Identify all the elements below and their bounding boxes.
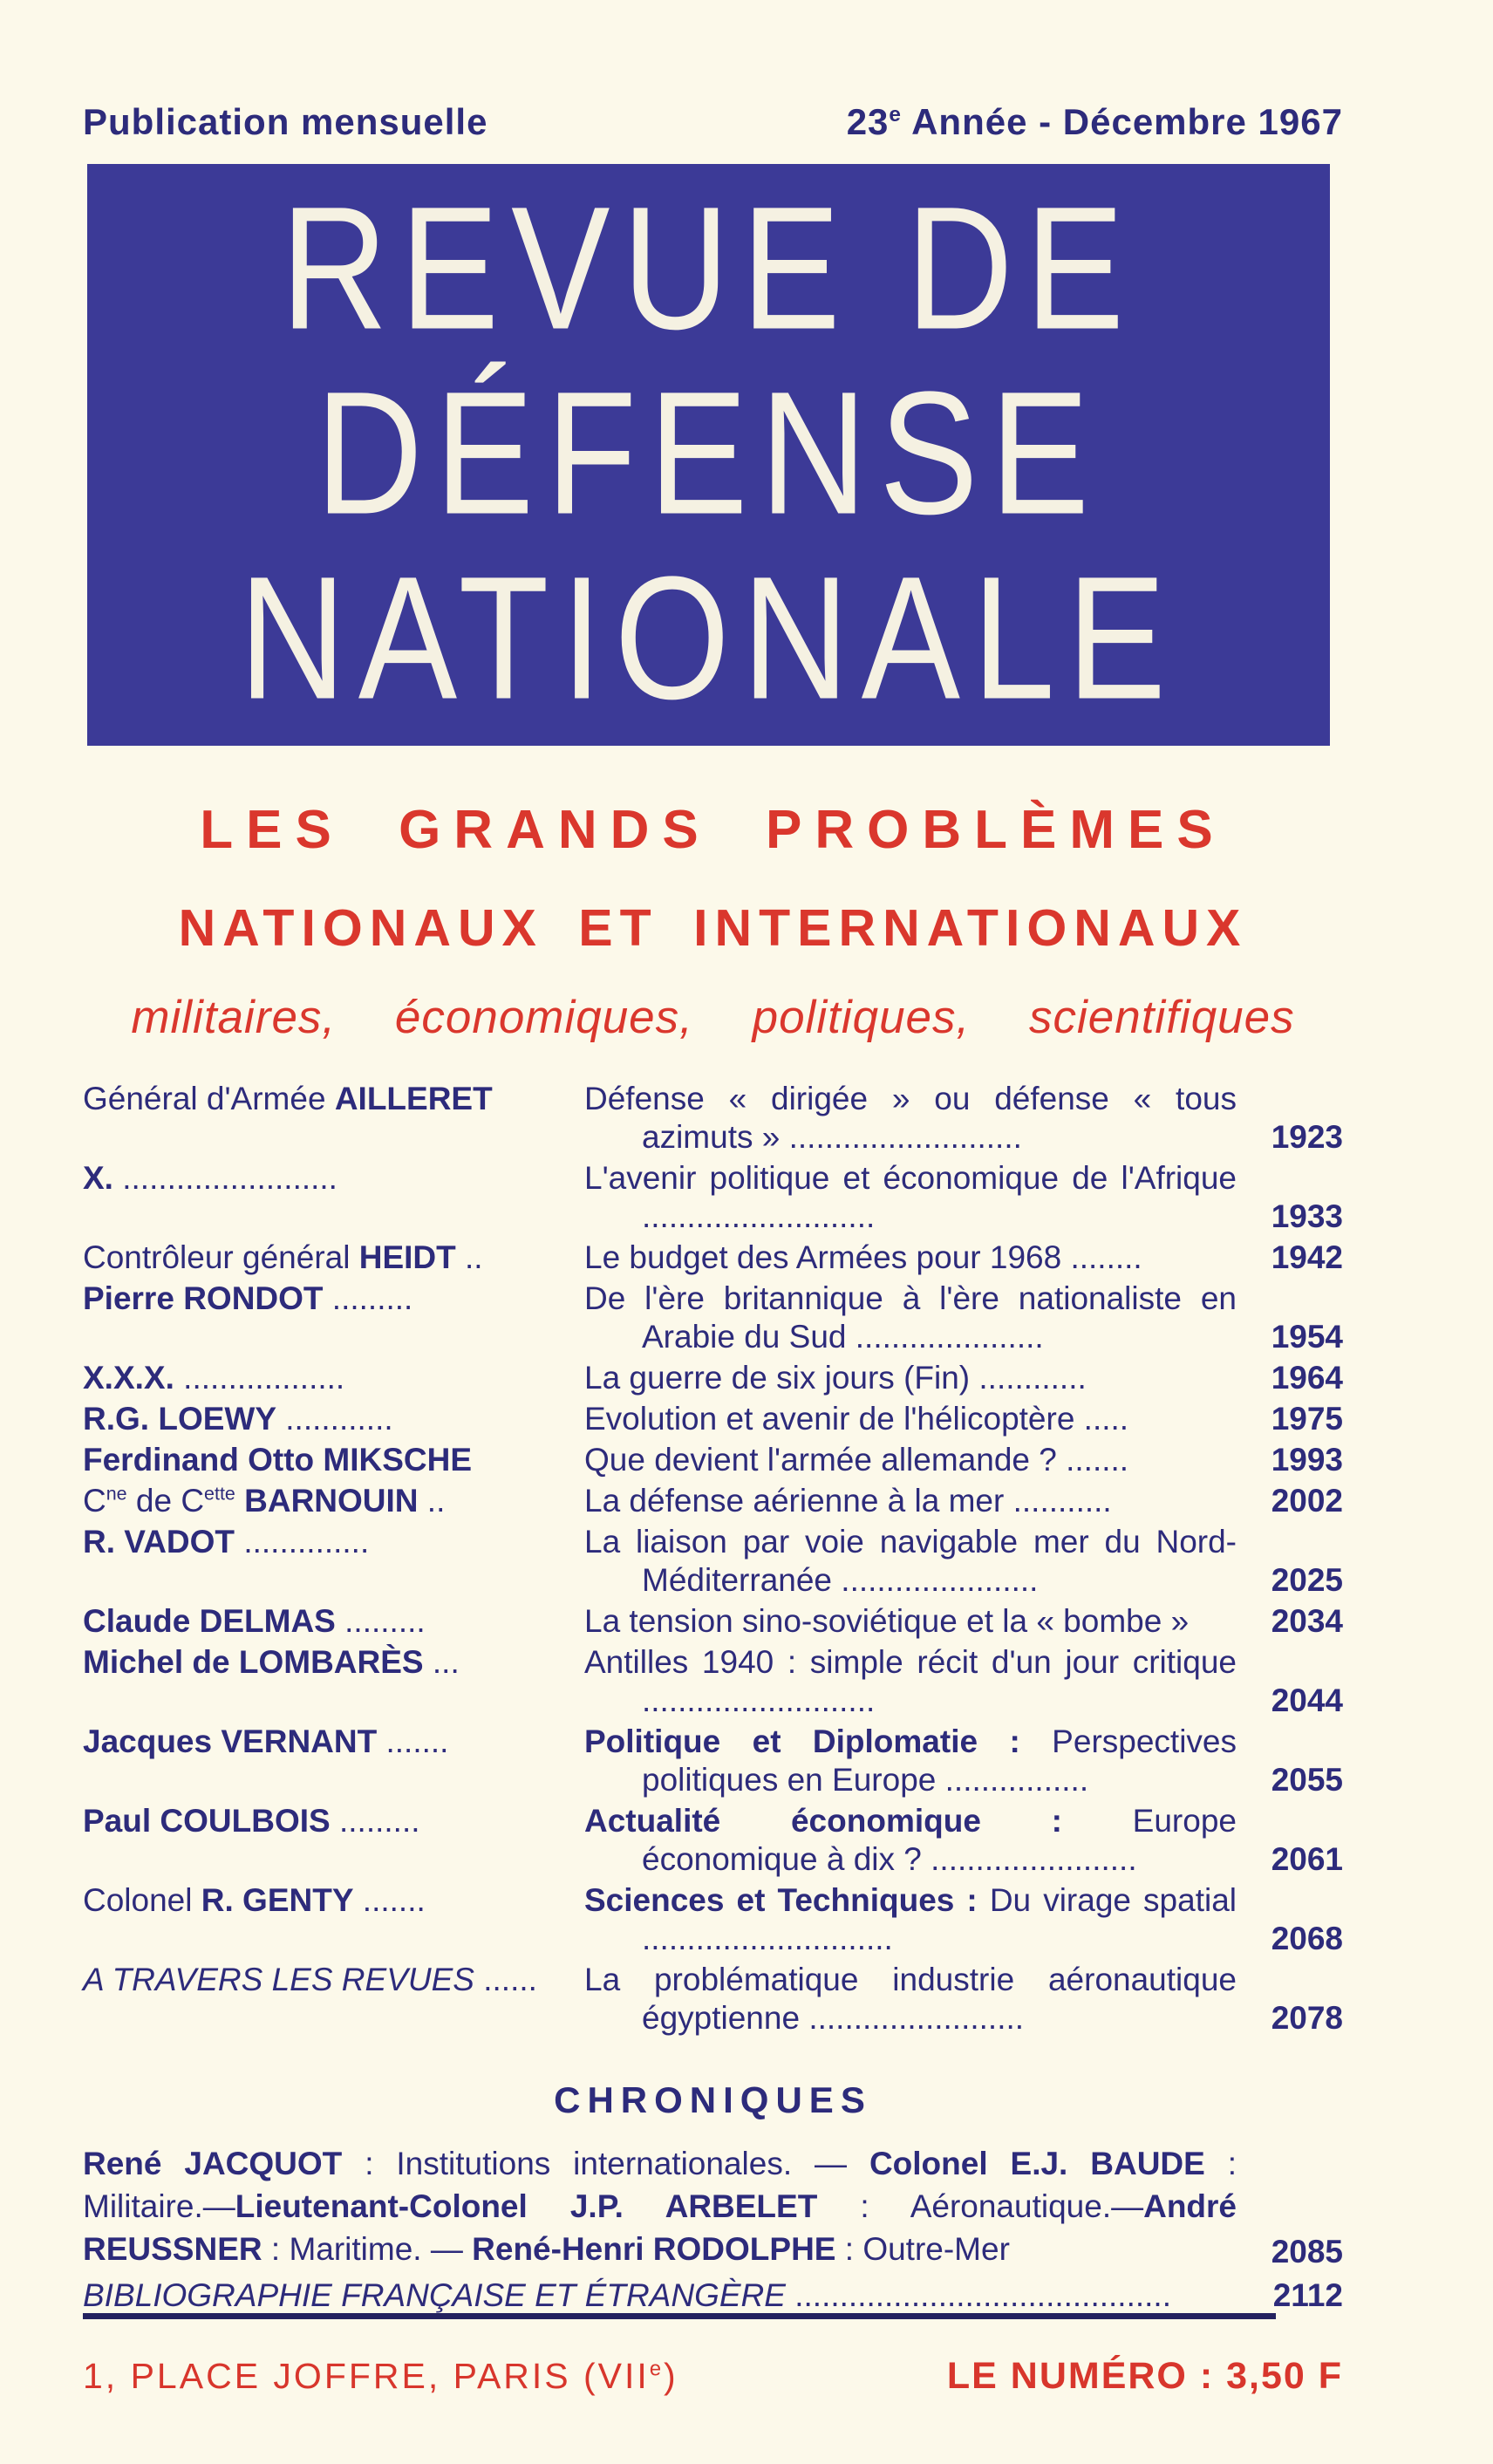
text-segment: .. <box>418 1483 446 1519</box>
toc-page-number: 2055 <box>1271 1762 1343 1798</box>
text-segment: Le budget des Armées pour 1968 ........ <box>584 1239 1142 1275</box>
text-segment: L'avenir politique et économique de l'Afrique .......................... <box>584 1160 1237 1234</box>
text-segment: Colonel <box>83 1882 201 1918</box>
toc-title <box>584 1159 1249 1236</box>
address-arrondissement-ordinal: e <box>649 2357 665 2381</box>
toc-page-number: 2061 <box>1271 1841 1343 1877</box>
text-segment: De l'ère britannique à l'ère nationaliste en Arabie du Sud ..................... <box>584 1280 1237 1355</box>
toc-author <box>83 1441 584 1479</box>
text-segment: Lieutenant-Colonel J.P. ARBELET <box>235 2188 818 2224</box>
toc-page-number: 1975 <box>1271 1401 1343 1437</box>
toc-page-number: 1923 <box>1271 1119 1343 1155</box>
toc-page-number: 2025 <box>1271 1562 1343 1598</box>
text-segment: .................. <box>174 1360 345 1396</box>
text-segment: ....... <box>353 1882 426 1918</box>
masthead-line-2: DÉFENSE <box>316 355 1101 552</box>
toc-author <box>83 1523 584 1600</box>
toc-title <box>584 1802 1249 1879</box>
toc-page-number: 2034 <box>1271 1603 1343 1639</box>
toc-title <box>584 1723 1249 1799</box>
toc-title <box>584 1881 1249 1958</box>
toc-entry <box>83 1482 1343 1520</box>
text-segment: Europe économique à dix ? ....................... <box>642 1803 1237 1877</box>
headline-line-2: NATIONAUX ET INTERNATIONAUX <box>178 899 1248 957</box>
toc-entry <box>83 1523 1343 1600</box>
masthead-line-3: NATIONALE <box>239 540 1178 737</box>
text-segment: ......... <box>330 1803 420 1839</box>
toc-entry <box>83 1239 1343 1277</box>
text-segment: X.X.X. <box>83 1360 174 1396</box>
text-segment: La liaison par voie navigable mer du Nord-Méditerranée ...................... <box>584 1524 1237 1598</box>
text-segment: : Aéronautique.— <box>817 2188 1144 2224</box>
text-segment: ......... <box>323 1280 413 1316</box>
toc-entry <box>83 1961 1343 2037</box>
publisher-address <box>83 2356 678 2397</box>
text-segment: : Outre-Mer <box>835 2231 1010 2267</box>
toc-author <box>83 1961 584 2037</box>
toc-entry <box>83 1723 1343 1799</box>
text-segment: Politique et Diplomatie : <box>584 1723 1020 1759</box>
text-segment: ette <box>204 1483 235 1505</box>
issue-date: Année - Décembre 1967 <box>901 101 1343 142</box>
toc-title <box>584 1482 1249 1520</box>
toc-author <box>83 1280 584 1356</box>
toc-author <box>83 1159 584 1236</box>
text-segment: André REUSSNER <box>83 2188 1237 2267</box>
toc-page-number: 1954 <box>1271 1319 1343 1355</box>
text-segment: René-Henri RODOLPHE <box>472 2231 836 2267</box>
toc-page-number: 2068 <box>1271 1921 1343 1956</box>
text-segment: X. <box>83 1160 113 1196</box>
issue-year-number: 23 <box>846 101 890 142</box>
text-segment: Que devient l'armée allemande ? ....... <box>584 1442 1129 1478</box>
toc-page-number: 1964 <box>1271 1360 1343 1396</box>
bibliography-title: BIBLIOGRAPHIE FRANÇAISE ET ÉTRANGÈRE <box>83 2277 786 2313</box>
toc-title <box>584 1080 1249 1157</box>
footer-divider-rule <box>83 2313 1276 2319</box>
text-segment: de C <box>126 1483 205 1519</box>
chroniques-entry <box>83 2142 1343 2270</box>
publication-frequency: Publication mensuelle <box>83 101 488 142</box>
text-segment: Perspectives politiques en Europe ................ <box>642 1723 1237 1798</box>
toc-author <box>83 1080 584 1157</box>
masthead-line-1: REVUE DE <box>280 170 1137 367</box>
text-segment: Antilles 1940 : simple récit d'un jour critique .......................... <box>584 1644 1237 1718</box>
chroniques-section <box>83 2079 1343 2314</box>
toc-entry <box>83 1602 1343 1641</box>
text-segment: Paul COULBOIS <box>83 1803 331 1839</box>
toc-entry <box>83 1400 1343 1438</box>
text-segment: : Militaire.— <box>83 2146 1237 2224</box>
toc-page-number: 2078 <box>1271 2000 1343 2036</box>
toc-title <box>584 1280 1249 1356</box>
chroniques-text <box>83 2142 1249 2270</box>
table-of-contents <box>83 1080 1343 2040</box>
toc-entry <box>83 1441 1343 1479</box>
toc-author <box>83 1602 584 1641</box>
text-segment: Colonel E.J. BAUDE <box>869 2146 1205 2181</box>
text-segment: .. <box>455 1239 483 1275</box>
text-segment: La problématique industrie aéronautique égyptienne ........................ <box>584 1962 1237 2036</box>
text-segment: La défense aérienne à la mer ........... <box>584 1483 1112 1519</box>
toc-entry <box>83 1802 1343 1879</box>
address-closing-paren: ) <box>664 2356 678 2396</box>
text-segment: ........................ <box>112 1160 337 1196</box>
toc-author <box>83 1400 584 1438</box>
toc-page-number: 2002 <box>1271 1483 1343 1519</box>
bibliography-entry <box>83 2277 1343 2314</box>
text-segment: AILLERET <box>334 1081 493 1116</box>
footer <box>83 2355 1343 2398</box>
toc-title <box>584 1239 1249 1277</box>
text-segment: Contrôleur général <box>83 1239 359 1275</box>
top-header <box>83 101 1343 143</box>
text-segment: .............. <box>235 1524 370 1560</box>
text-segment: ...... <box>474 1962 537 1997</box>
toc-author <box>83 1881 584 1958</box>
toc-title <box>584 1961 1249 2037</box>
text-segment: R. VADOT <box>83 1524 235 1560</box>
toc-entry <box>83 1359 1343 1397</box>
text-segment: ............ <box>276 1401 393 1437</box>
bibliography-text <box>83 2277 1249 2314</box>
chroniques-page-number: 2085 <box>1271 2234 1343 2269</box>
text-segment: C <box>83 1483 106 1519</box>
headline-line-1: LES GRANDS PROBLÈMES <box>200 800 1226 860</box>
text-segment: R.G. LOEWY <box>83 1401 276 1437</box>
text-segment: Actualité économique : <box>584 1803 1062 1839</box>
text-segment: Jacques VERNANT <box>83 1723 378 1759</box>
text-segment: Général d'Armée <box>83 1081 335 1116</box>
toc-entry <box>83 1881 1343 1958</box>
issue-year-ordinal: e <box>889 103 902 126</box>
toc-page-number: 1942 <box>1271 1239 1343 1275</box>
headline-subtitle: militaires, économiques, politiques, scientifiques <box>131 992 1295 1043</box>
toc-author <box>83 1482 584 1520</box>
toc-title <box>584 1400 1249 1438</box>
text-segment: La tension sino-soviétique et la « bombe » <box>584 1603 1190 1639</box>
toc-page-number: 1933 <box>1271 1198 1343 1234</box>
text-segment: Ferdinand Otto MIKSCHE <box>83 1442 473 1478</box>
toc-title <box>584 1359 1249 1397</box>
toc-title <box>584 1441 1249 1479</box>
chroniques-heading: CHRONIQUES <box>554 2079 872 2120</box>
toc-author <box>83 1643 584 1720</box>
toc-entry <box>83 1159 1343 1236</box>
text-segment: ....... <box>377 1723 449 1759</box>
toc-author <box>83 1723 584 1799</box>
toc-title <box>584 1523 1249 1600</box>
text-segment: Défense « dirigée » ou défense « tous azimuts » .......................... <box>584 1081 1237 1155</box>
text-segment: Evolution et avenir de l'hélicoptère ..... <box>584 1401 1129 1437</box>
toc-entry <box>83 1080 1343 1157</box>
text-segment: R. GENTY <box>201 1882 354 1918</box>
toc-author <box>83 1802 584 1879</box>
masthead-title-block <box>87 164 1330 746</box>
toc-page-number: 2044 <box>1271 1682 1343 1718</box>
text-segment: Claude DELMAS <box>83 1603 336 1639</box>
text-segment: BARNOUIN <box>235 1483 419 1519</box>
toc-author <box>83 1239 584 1277</box>
text-segment: Michel de LOMBARÈS <box>83 1644 424 1680</box>
toc-entry <box>83 1280 1343 1356</box>
text-segment: Du virage spatial ............................ <box>642 1882 1237 1956</box>
text-segment: René JACQUOT <box>83 2146 343 2181</box>
text-segment: ......... <box>335 1603 426 1639</box>
text-segment: Sciences et Techniques : <box>584 1882 978 1918</box>
text-segment: ... <box>423 1644 460 1680</box>
text-segment: La guerre de six jours (Fin) ............ <box>584 1360 1087 1396</box>
text-segment: A TRAVERS LES REVUES <box>83 1962 474 1997</box>
text-segment: Pierre RONDOT <box>83 1280 324 1316</box>
toc-author <box>83 1359 584 1397</box>
text-segment: ne <box>106 1483 127 1505</box>
text-segment: : Maritime. — <box>262 2231 473 2267</box>
bibliography-page-number: 2112 <box>1272 2277 1343 2313</box>
toc-title <box>584 1602 1249 1641</box>
toc-page-number: 1993 <box>1271 1442 1343 1478</box>
text-segment: HEIDT <box>358 1239 456 1275</box>
address-text: 1, PLACE JOFFRE, PARIS (VII <box>83 2356 650 2396</box>
toc-entry <box>83 1643 1343 1720</box>
issue-info <box>847 101 1343 143</box>
text-segment: : Institutions internationales. — <box>342 2146 869 2181</box>
issue-price: LE NUMÉRO : 3,50 F <box>946 2355 1343 2397</box>
bibliography-leader-dots: .......................................... <box>785 2277 1171 2313</box>
toc-title <box>584 1643 1249 1720</box>
